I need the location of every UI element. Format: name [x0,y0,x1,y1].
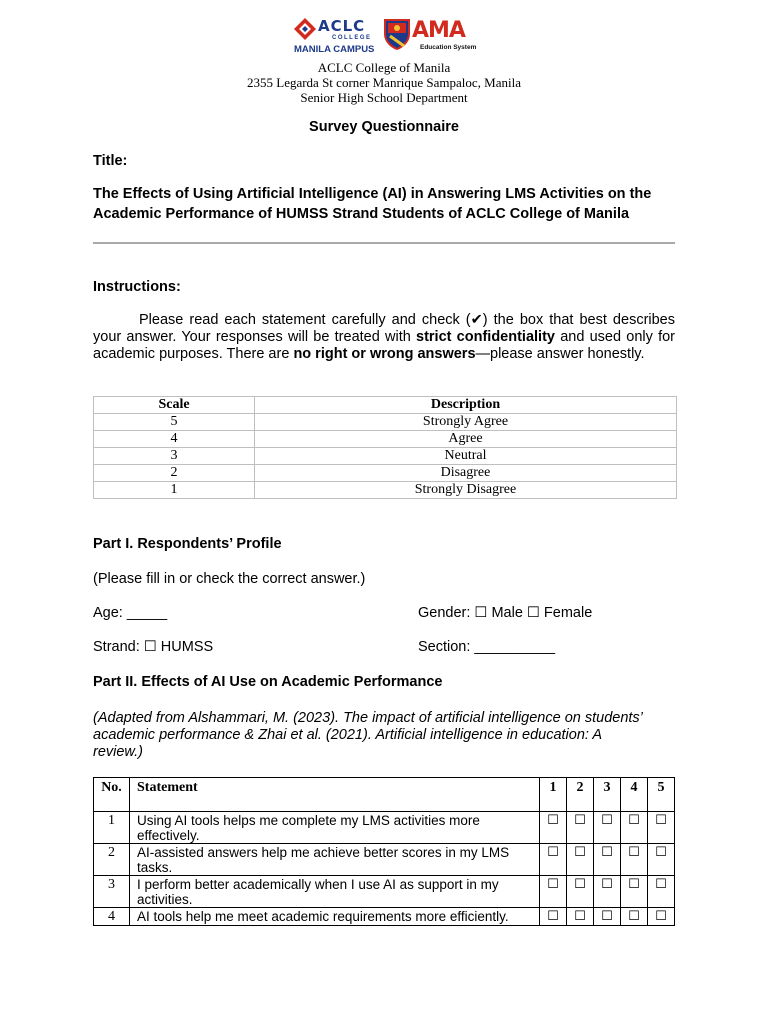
instructions-text-3: —please answer honestly. [475,346,645,362]
title-label: Title: [93,153,128,169]
statement-number: 4 [94,908,130,926]
scale-header: Scale [94,397,255,414]
ama-logo-word: AMA [412,18,465,43]
scale-4-header: 4 [621,778,648,812]
scale-description: Strongly Agree [255,414,677,431]
statement-number: 3 [94,876,130,908]
part1-heading: Part I. Respondents’ Profile [93,536,282,552]
age-field[interactable]: Age: _____ [93,605,168,621]
checkbox-1[interactable]: ☐ [540,812,567,844]
rating-scale-table [93,396,677,499]
part2-citation: (Adapted from Alshammari, M. (2023). The impact of artificial intelligence on students’ academic performance & Zhai et al. (2021). Artificial intelligence in education: A review.) [93,710,643,760]
ama-shield-icon [384,18,410,50]
statement-row [94,812,675,844]
scale-description: Agree [255,431,677,448]
checkbox-2[interactable]: ☐ [567,908,594,926]
aclc-logo-sub: COLLEGE [332,35,372,41]
statement-row [94,844,675,876]
description-header: Description [255,397,677,414]
scale-row [94,465,677,482]
checkbox-5[interactable]: ☐ [648,876,675,908]
no-header: No. [94,778,130,812]
aclc-logo-word: ACLC [318,17,366,35]
checkbox-1[interactable]: ☐ [540,876,567,908]
scale-description: Strongly Disagree [255,482,677,499]
aclc-logo [292,16,378,58]
statement-text: AI tools help me meet academic requirements more efficiently. [130,908,540,926]
ama-logo-sub: Education System [420,44,477,51]
scale-2-header: 2 [567,778,594,812]
part2-heading: Part II. Effects of AI Use on Academic Performance [93,674,443,690]
section-field[interactable]: Section: __________ [418,639,556,655]
instructions-paragraph [93,312,675,363]
scale-row [94,414,677,431]
checkbox-5[interactable]: ☐ [648,908,675,926]
checkbox-3[interactable]: ☐ [594,844,621,876]
statement-table [93,777,675,926]
aclc-logo-campus: MANILA CAMPUS [294,44,375,55]
checkbox-5[interactable]: ☐ [648,844,675,876]
checkbox-1[interactable]: ☐ [540,908,567,926]
header-logos [292,16,482,58]
research-title: The Effects of Using Artificial Intelligence (AI) in Answering LMS Activities on the Academic Performance of HUMSS Strand Students of ACLC College of Manila [93,186,652,222]
checkbox-3[interactable]: ☐ [594,812,621,844]
statement-number: 1 [94,812,130,844]
instructions-label: Instructions: [93,279,181,295]
statement-text: Using AI tools helps me complete my LMS activities more effectively. [130,812,540,844]
statement-header: Statement [130,778,540,812]
title-divider [93,242,675,244]
checkbox-2[interactable]: ☐ [567,844,594,876]
checkbox-3[interactable]: ☐ [594,876,621,908]
school-department: Senior High School Department [300,90,468,105]
checkbox-4[interactable]: ☐ [621,908,648,926]
checkbox-4[interactable]: ☐ [621,812,648,844]
instructions-bold-1: strict confidentiality [416,329,555,345]
document-title: Survey Questionnaire [309,119,459,135]
scale-row [94,431,677,448]
scale-value: 1 [94,482,255,499]
statement-text: I perform better academically when I use AI as support in my activities. [130,876,540,908]
scale-row [94,448,677,465]
statement-text: AI-assisted answers help me achieve better scores in my LMS tasks. [130,844,540,876]
school-name: ACLC College of Manila [317,60,451,75]
checkbox-4[interactable]: ☐ [621,876,648,908]
statement-header-row [94,778,675,812]
part1-note: (Please fill in or check the correct answer.) [93,571,366,587]
scale-1-header: 1 [540,778,567,812]
scale-value: 3 [94,448,255,465]
scale-header-row [94,397,677,414]
scale-3-header: 3 [594,778,621,812]
statement-number: 2 [94,844,130,876]
scale-value: 5 [94,414,255,431]
scale-description: Disagree [255,465,677,482]
checkbox-5[interactable]: ☐ [648,812,675,844]
scale-value: 2 [94,465,255,482]
school-address: 2355 Legarda St corner Manrique Sampaloc, Manila [247,75,521,90]
ama-logo [384,18,480,58]
scale-5-header: 5 [648,778,675,812]
instructions-bold-2: no right or wrong answers [293,346,476,362]
scale-description: Neutral [255,448,677,465]
scale-value: 4 [94,431,255,448]
checkbox-4[interactable]: ☐ [621,844,648,876]
statement-row [94,908,675,926]
scale-row [94,482,677,499]
strand-field[interactable]: Strand: ☐ HUMSS [93,639,214,655]
instructions-text-1: Please read each statement carefully and check (✔) the box that best describes your answer. Your responses will be treated with [93,312,675,345]
checkbox-3[interactable]: ☐ [594,908,621,926]
instructions-text-2: and used only for academic purposes. There are [93,329,675,362]
aclc-emblem-icon [294,18,316,42]
checkbox-2[interactable]: ☐ [567,812,594,844]
checkbox-2[interactable]: ☐ [567,876,594,908]
gender-field[interactable]: Gender: ☐ Male ☐ Female [418,605,593,621]
checkbox-1[interactable]: ☐ [540,844,567,876]
statement-row [94,876,675,908]
